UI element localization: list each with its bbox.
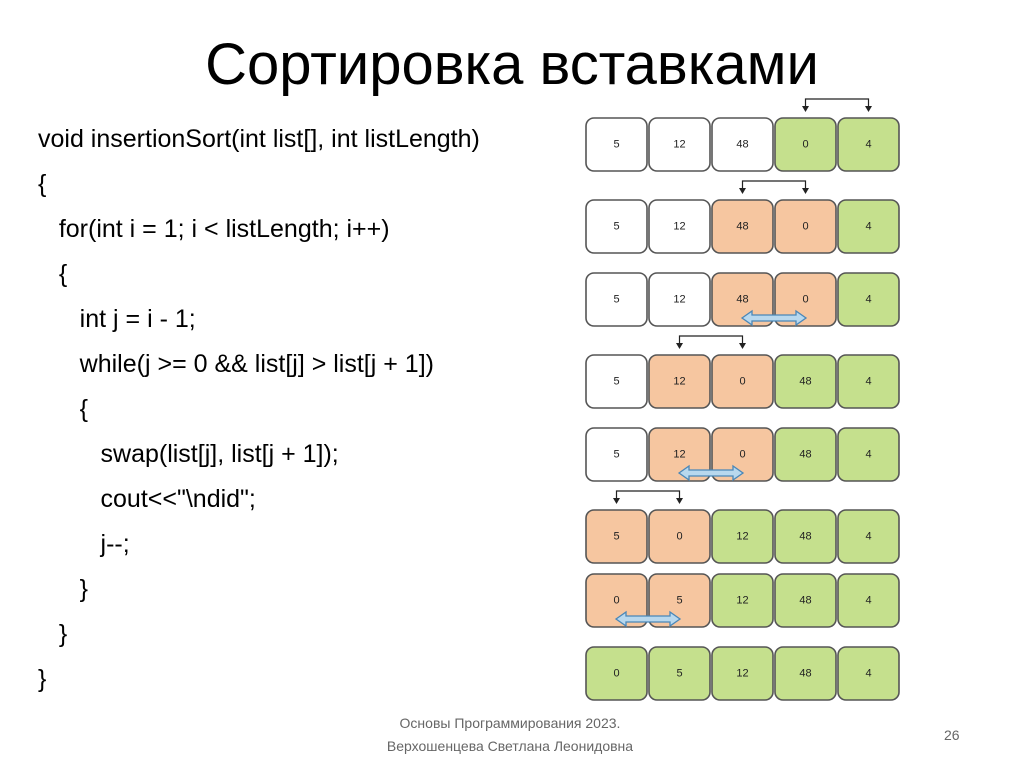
array-cell-value: 48: [736, 293, 749, 306]
swap-arrow-icon: [616, 612, 680, 626]
array-cell-value: 0: [802, 293, 809, 306]
array-cell-value: 5: [676, 594, 683, 607]
code-line: }: [38, 665, 47, 693]
code-line: j--;: [38, 530, 130, 558]
array-cell-value: 5: [613, 375, 620, 388]
array-cell-value: 5: [613, 293, 620, 306]
array-cell-value: 4: [865, 530, 872, 543]
arrowhead: [802, 106, 809, 112]
code-line: for(int i = 1; i < listLength; i++): [38, 215, 390, 243]
array-cell-value: 4: [865, 448, 872, 461]
code-line: {: [38, 260, 68, 288]
code-line: }: [38, 575, 89, 603]
array-cell-value: 0: [613, 594, 620, 607]
array-cell-value: 48: [799, 667, 812, 680]
footer-course: Основы Программирования 2023.: [399, 715, 621, 731]
swap-arrow-icon: [679, 466, 743, 480]
array-cell-value: 12: [736, 667, 749, 680]
array-cell-value: 12: [673, 220, 686, 233]
sort-step-row: [586, 574, 899, 627]
code-line: {: [38, 395, 89, 423]
sort-step-row: [586, 647, 899, 700]
arrowhead: [676, 498, 683, 504]
code-line: int j = i - 1;: [38, 305, 196, 333]
array-cell-value: 5: [613, 138, 620, 151]
sort-step-row: [586, 181, 899, 253]
footer-author: Верхошенцева Светлана Леонидовна: [386, 738, 634, 754]
array-cell-value: 48: [799, 375, 812, 388]
array-cell-value: 48: [799, 594, 812, 607]
page-number: 26: [944, 727, 960, 743]
arrowhead: [613, 498, 620, 504]
array-cell-value: 0: [676, 530, 683, 543]
array-cell-value: 0: [613, 667, 620, 680]
footer: [310, 712, 710, 758]
array-cell-value: 48: [799, 448, 812, 461]
slide-title: Сортировка вставками: [205, 32, 819, 97]
array-cell-value: 0: [739, 448, 746, 461]
code-line: }: [38, 620, 68, 648]
array-cell-value: 4: [865, 375, 872, 388]
arrowhead: [739, 188, 746, 194]
code-line: void insertionSort(int list[], int listLength): [38, 125, 480, 153]
compare-bracket-arrow: [806, 99, 869, 108]
array-cell-value: 5: [613, 220, 620, 233]
code-line: {: [38, 170, 47, 198]
array-cell-value: 4: [865, 667, 872, 680]
arrowhead: [802, 188, 809, 194]
array-cell-value: 0: [739, 375, 746, 388]
array-cell-value: 48: [736, 220, 749, 233]
sort-step-row: [586, 99, 899, 171]
compare-bracket-arrow: [680, 336, 743, 345]
sort-step-row: [586, 491, 899, 563]
code-line: swap(list[j], list[j + 1]);: [38, 440, 339, 468]
array-cell-value: 12: [736, 530, 749, 543]
array-cell-value: 0: [802, 138, 809, 151]
array-cell-value: 12: [673, 448, 686, 461]
code-line: cout<<"\ndid";: [38, 485, 256, 513]
arrowhead: [739, 343, 746, 349]
array-cell-value: 12: [736, 594, 749, 607]
array-cell-value: 12: [673, 138, 686, 151]
swap-arrow-icon: [742, 311, 806, 325]
array-cell-value: 4: [865, 293, 872, 306]
sort-step-row: [586, 336, 899, 408]
array-cell-value: 4: [865, 138, 872, 151]
arrowhead: [865, 106, 872, 112]
sort-step-row: [586, 273, 899, 326]
code-line: while(j >= 0 && list[j] > list[j + 1]): [38, 350, 434, 378]
array-cell-value: 4: [865, 594, 872, 607]
compare-bracket-arrow: [617, 491, 680, 500]
array-cell-value: 48: [736, 138, 749, 151]
array-cell-value: 5: [613, 448, 620, 461]
sort-step-row: [586, 428, 899, 481]
array-cell-value: 48: [799, 530, 812, 543]
array-cell-value: 0: [802, 220, 809, 233]
array-cell-value: 12: [673, 293, 686, 306]
compare-bracket-arrow: [743, 181, 806, 190]
array-cell-value: 12: [673, 375, 686, 388]
arrowhead: [676, 343, 683, 349]
array-cell-value: 5: [613, 530, 620, 543]
array-cell-value: 4: [865, 220, 872, 233]
array-cell-value: 5: [676, 667, 683, 680]
